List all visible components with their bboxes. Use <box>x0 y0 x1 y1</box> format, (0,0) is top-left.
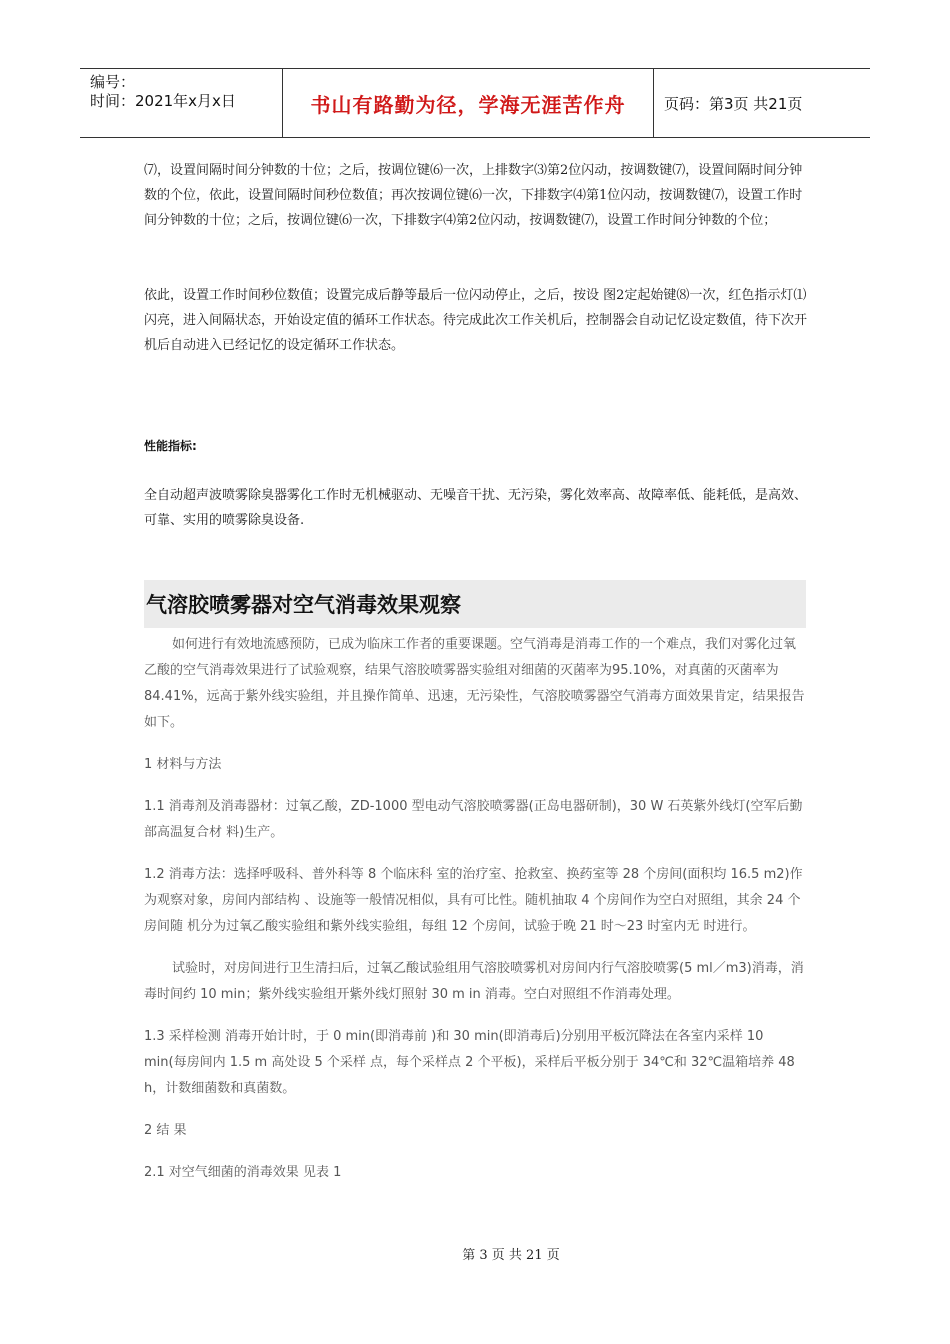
section-1-2: 1.2 消毒方法：选择呼吸科、普外科等 8 个临床科 室的治疗室、抢救室、换药室等 28 个房间(面积均 16.5 m2)作为观察对象，房间内部结构 、设施等一般情况相似，具有可比性。随机抽取 4 个房间作为空白对照组，其余 24 个房间随 机分为过氧乙酸实验组和紫外线实验组，每组 12 个房间，试验于晚 21 时～23 时室内无 时进行。 <box>144 867 803 934</box>
section-1-3: 1.3 采样检测 消毒开始计时，于 0 min(即消毒前 )和 30 min(即消毒后)分别用平板沉降法在各室内采样 10 min(每房间内 1.5 m 高处设 5 个采样 点，每个采样点 2 个平板)，采样后平板分别于 34℃和 32℃温箱培养 48 h，计数细菌数和真菌数。 <box>144 1029 795 1096</box>
article-title: 气溶胶喷雾器对空气消毒效果观察 <box>144 580 806 628</box>
section-1-2-continued: 试验时，对房间进行卫生清扫后，过氧乙酸试验组用气溶胶喷雾机对房间内行气溶胶喷雾(5 ml／m3)消毒，消毒时间约 10 min；紫外线实验组开紫外线灯照射 30 m in 消毒。空白对照组不作消毒处理。 <box>144 961 804 1002</box>
header-meta <box>80 69 282 137</box>
article-body <box>144 632 808 1186</box>
intro-section <box>144 158 808 233</box>
performance-section <box>144 437 808 454</box>
number-label: 编号： <box>90 73 136 91</box>
time-label: 时间：2021年x月x日 <box>90 92 236 110</box>
header-page-label: 页码：第3页 共21页 <box>664 94 803 113</box>
performance-label: 性能指标: <box>144 439 197 453</box>
section-2-1: 2.1 对空气细菌的消毒效果 见表 1 <box>144 1165 342 1180</box>
section-2-heading: 2 结 果 <box>144 1123 187 1138</box>
section-1-heading: 1 材料与方法 <box>144 757 222 772</box>
page-footer: 第 3 页 共 21 页 <box>462 1248 560 1263</box>
intro-paragraph-1: ⑺，设置间隔时间分钟数的十位；之后，按调位键⑹一次，上排数字⑶第2位闪动，按调数键⑺，设置间隔时间分钟数的个位，依此，设置间隔时间秒位数值；再次按调位键⑹一次，下排数字⑷第1位闪动，按调数键⑺，设置工作时间分钟数的十位；之后，按调位键⑹一次，下排数字⑷第2位闪动，按调数键⑺，设置工作时间分钟数的个位； <box>144 163 803 228</box>
page-header <box>80 68 870 138</box>
intro-paragraph-2: 依此，设置工作时间秒位数值；设置完成后静等最后一位闪动停止，之后，按设 图2定起始键⑻一次，红色指示灯⑴闪亮，进入间隔状态，开始设定值的循环工作状态。待完成此次工作关机后，控制器会自动记忆设定数值，待下次开机后自动进入已经记忆的设定循环工作状态。 <box>144 288 808 353</box>
section-1-1: 1.1 消毒剂及消毒器材：过氧乙酸，ZD-1000 型电动气溶胶喷雾器(正岛电器研制)，30 W 石英紫外线灯(空军后勤部高温复合材 料)生产。 <box>144 799 803 840</box>
header-motto: 书山有路勤为径，学海无涯苦作舟 <box>282 69 654 137</box>
performance-text-block <box>144 483 808 533</box>
intro-section-2 <box>144 283 808 358</box>
article-intro: 如何进行有效地流感预防，已成为临床工作者的重要课题。空气消毒是消毒工作的一个难点，我们对雾化过氧乙酸的空气消毒效果进行了试验观察，结果气溶胶喷雾器实验组对细菌的灭菌率为95.10%，对真菌的灭菌率为84.41%，远高于紫外线实验组，并且操作简单、迅速，无污染性，气溶胶喷雾器空气消毒方面效果肯定，结果报告如下。 <box>144 637 805 730</box>
performance-text: 全自动超声波喷雾除臭器雾化工作时无机械驱动、无噪音干扰、无污染，雾化效率高、故障率低、能耗低，是高效、可靠、实用的喷雾除臭设备. <box>144 488 808 528</box>
